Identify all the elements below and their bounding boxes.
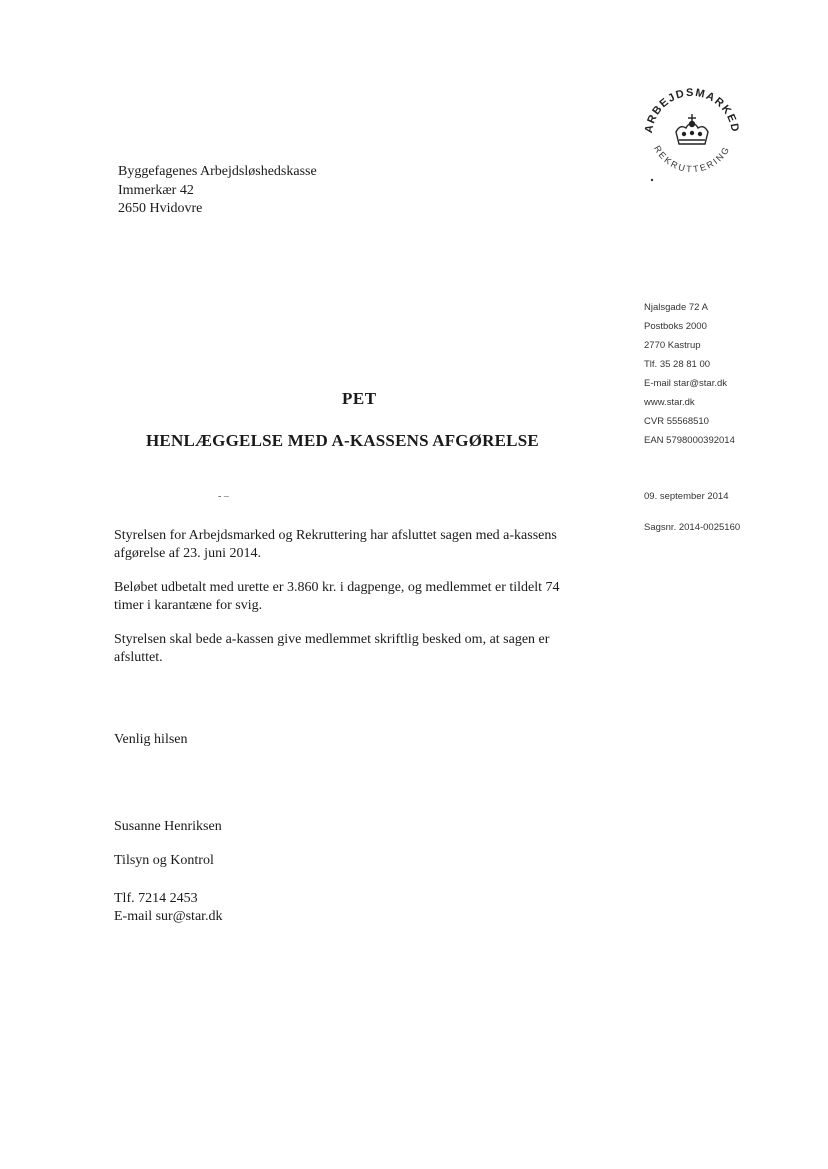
logo-ring-text-bottom: REKRUTTERING [652,143,732,175]
svg-text:REKRUTTERING [652,144,732,174]
greeting: Venlig hilsen [114,732,188,747]
recipient-street: Immerkær 42 [118,182,194,198]
sender-pobox: Postboks 2000 [644,321,707,332]
sender-cvr: CVR 55568510 [644,416,709,427]
signer-department: Tilsyn og Kontrol [114,853,214,868]
stray-mark: - – [218,491,229,502]
signer-contact [114,890,223,926]
case-number: Sagsnr. 2014-0025160 [644,522,741,533]
recipient-city: 2650 Hvidovre [118,201,203,216]
letter-date: 09. september 2014 [644,491,729,502]
sender-ean: EAN 5798000392014 [644,435,735,446]
crown-icon [676,114,708,144]
sender-phone: Tlf. 35 28 81 00 [644,359,711,370]
heading-short: PET [342,389,377,408]
logo-ring-text-top: ARBEJDSMARKED [642,86,742,134]
recipient-name: Byggefagenes Arbejdsløshedskasse [118,164,317,179]
body-paragraph-3: Styrelsen skal bede a-kassen give medlemmet skriftlig besked om, at sagen er afsluttet. [114,632,550,665]
signer-phone: Tlf. 7214 2453 [114,891,198,906]
star-logo [638,80,746,188]
body-paragraph-2: Beløbet udbetalt med urette er 3.860 kr. i dagpenge, og medlemmet er tildelt 74 timer i karantæne for svig. [114,580,560,613]
signer-email: E-mail sur@star.dk [114,909,223,924]
sender-city: 2770 Kastrup [644,340,701,351]
sender-street: Njalsgade 72 A [644,302,708,313]
body-paragraph-1: Styrelsen for Arbejdsmarked og Rekruttering har afsluttet sagen med a-kassens afgørelse af 23. juni 2014. [114,528,557,561]
sender-email: E-mail star@star.dk [644,378,728,389]
signer-name: Susanne Henriksen [114,819,222,834]
sender-info [644,298,740,537]
recipient-address [118,163,317,219]
sender-web: www.star.dk [644,397,695,408]
page-title: HENLÆGGELSE MED A-KASSENS AFGØRELSE [146,431,539,450]
